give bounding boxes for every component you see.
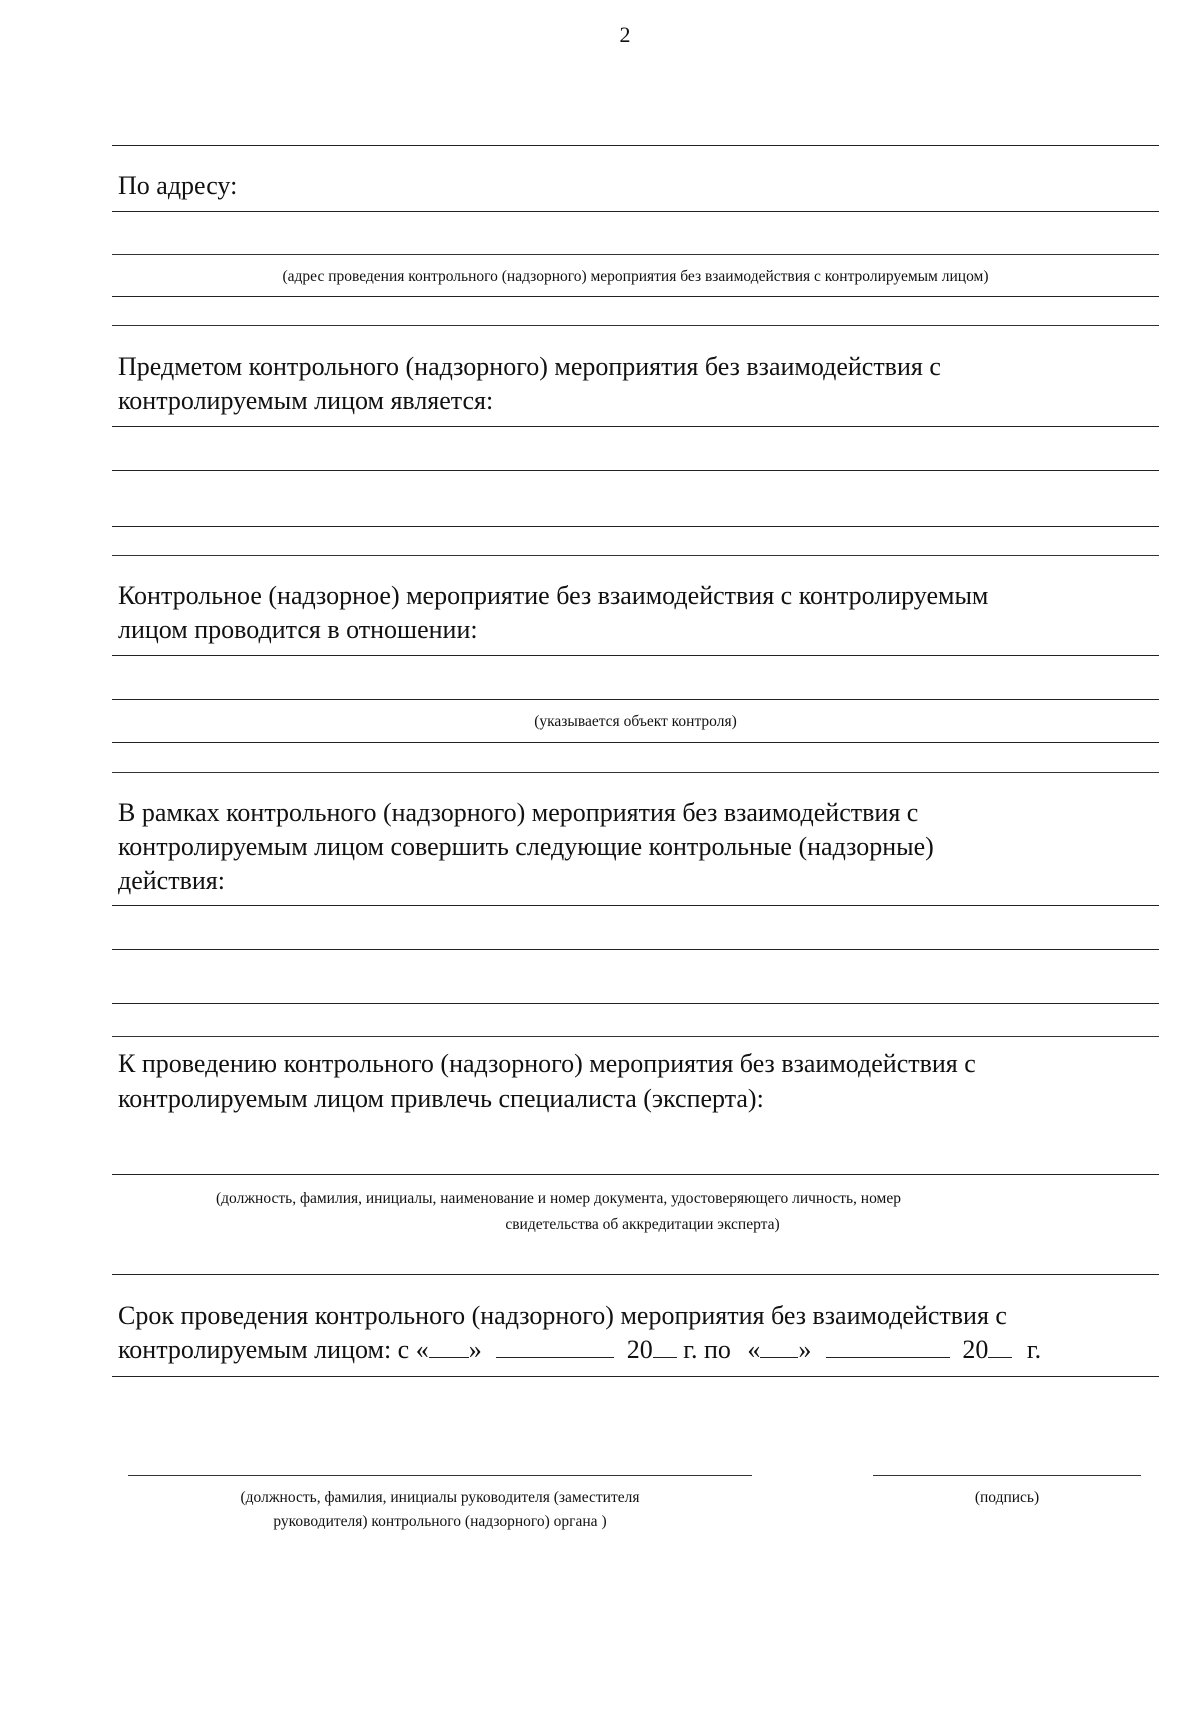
address-caption: (адрес проведения контрольного (надзорного) мероприятия без взаимодействия с контролируемым лицом) bbox=[282, 268, 989, 285]
actions-line-3: действия: bbox=[118, 866, 225, 895]
end-day-field[interactable] bbox=[760, 1335, 798, 1358]
expert-line-2: контролируемым лицом привлечь специалиста (эксперта): bbox=[118, 1084, 764, 1113]
term-year-suffix: г. по bbox=[683, 1335, 731, 1364]
actions-line-2: контролируемым лицом совершить следующие контрольные (надзорные) bbox=[118, 832, 934, 861]
address-label: По адресу: bbox=[118, 171, 238, 200]
actions-rule-2 bbox=[112, 949, 1159, 950]
term-quote-close: » bbox=[468, 1335, 482, 1364]
object-rule-1 bbox=[112, 655, 1159, 656]
object-rule-2 bbox=[112, 699, 1159, 700]
term-rule bbox=[112, 1376, 1159, 1377]
subject-rule-4 bbox=[112, 555, 1159, 556]
address-line-2 bbox=[112, 254, 1159, 255]
actions-line-1: В рамках контрольного (надзорного) мероприятия без взаимодействия с bbox=[118, 798, 919, 827]
term-quote-close-2: » bbox=[798, 1335, 812, 1364]
official-caption-line-1: (должность, фамилия, инициалы руководителя (заместителя bbox=[240, 1489, 640, 1506]
object-caption: (указывается объект контроля) bbox=[534, 713, 737, 730]
end-month-field[interactable] bbox=[826, 1335, 950, 1358]
actions-rule-1 bbox=[112, 905, 1159, 906]
subject-rule-2 bbox=[112, 470, 1159, 471]
object-rule-4 bbox=[112, 772, 1159, 773]
subject-rule-1 bbox=[112, 426, 1159, 427]
term-prefix: контролируемым лицом: с « bbox=[118, 1335, 429, 1364]
official-signature-line[interactable] bbox=[128, 1475, 752, 1476]
object-line-2: лицом проводится в отношении: bbox=[118, 615, 478, 644]
object-line-1: Контрольное (надзорное) мероприятие без взаимодействия с контролируемым bbox=[118, 581, 989, 610]
term-year-prefix: 20 bbox=[626, 1335, 653, 1364]
subject-rule-3 bbox=[112, 526, 1159, 527]
start-month-field[interactable] bbox=[496, 1335, 614, 1358]
expert-caption-line-1: (должность, фамилия, инициалы, наименование и номер документа, удостоверяющего личность, номер bbox=[216, 1190, 901, 1207]
address-line-3 bbox=[112, 296, 1159, 297]
address-line-4 bbox=[112, 325, 1159, 326]
expert-rule-2 bbox=[112, 1274, 1159, 1275]
start-day-field[interactable] bbox=[429, 1335, 469, 1358]
signature-line[interactable] bbox=[873, 1475, 1141, 1476]
address-line-1 bbox=[112, 211, 1159, 212]
expert-line-1: К проведению контрольного (надзорного) мероприятия без взаимодействия с bbox=[118, 1049, 976, 1078]
object-rule-3 bbox=[112, 742, 1159, 743]
subject-line-1: Предметом контрольного (надзорного) мероприятия без взаимодействия с bbox=[118, 352, 941, 381]
top-rule bbox=[112, 145, 1159, 146]
term-year-suffix-2: г. bbox=[1026, 1335, 1042, 1364]
page-number: 2 bbox=[619, 22, 631, 47]
subject-line-2: контролируемым лицом является: bbox=[118, 386, 494, 415]
term-year-prefix-2: 20 bbox=[962, 1335, 989, 1364]
expert-rule-1 bbox=[112, 1174, 1159, 1175]
end-year-field[interactable] bbox=[988, 1335, 1012, 1358]
actions-rule-3 bbox=[112, 1003, 1159, 1004]
signature-caption: (подпись) bbox=[974, 1489, 1040, 1506]
expert-caption-line-2: свидетельства об аккредитации эксперта) bbox=[505, 1216, 780, 1233]
term-line-1: Срок проведения контрольного (надзорного) мероприятия без взаимодействия с bbox=[118, 1301, 1007, 1330]
term-line-2 bbox=[118, 1334, 1041, 1366]
official-caption-line-2: руководителя) контрольного (надзорного) органа ) bbox=[273, 1513, 607, 1530]
start-year-field[interactable] bbox=[653, 1335, 677, 1358]
term-quote-open-2: « bbox=[747, 1335, 761, 1364]
actions-rule-4 bbox=[112, 1036, 1159, 1037]
